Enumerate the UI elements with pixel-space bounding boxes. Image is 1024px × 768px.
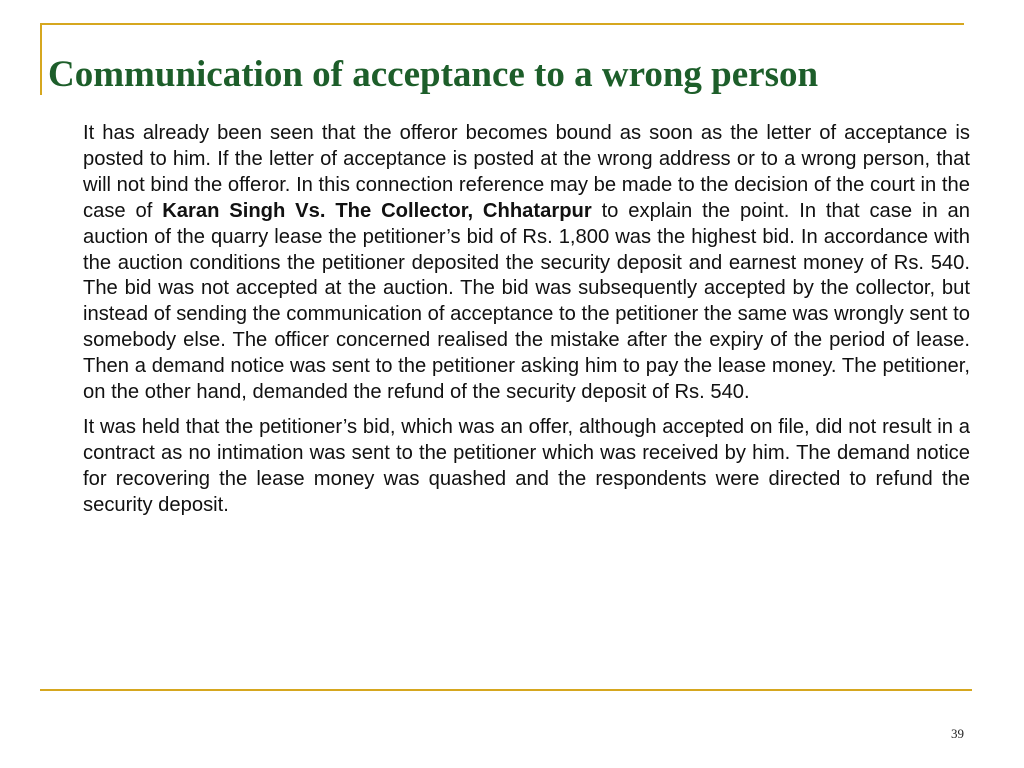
paragraph-1-text-after: to explain the point. In that case in an auction of the quarry lease the petitioner’s bid of Rs. 1,800 was the highest bid. In accordance with the auction conditions the petitioner deposited the security deposit and earnest money of Rs. 540. The bid was not accepted at the auction. The bid was subsequently accepted by the collector, but instead of sending the communication of acceptance to the petitioner the same was wrongly sent to somebody else. The officer concerned realised the mistake after the expiry of the period of lease. Then a demand notice was sent to the petitioner asking him to pay the lease money. The petitioner, on the other hand, demanded the refund of the security deposit of Rs. 540.	[83, 199, 970, 404]
paragraph-1-text-before: It has already been seen that the offeror becomes bound as soon as the letter of acceptance is posted to him. If the letter of acceptance is posted at the wrong address or to a wrong person, that will not bind the offeror. In this connection reference may be made to the decision of the court in the case of	[83, 122, 970, 222]
paragraph-1	[83, 121, 970, 406]
top-border-rule	[40, 23, 964, 25]
paragraph-2: It was held that the petitioner’s bid, which was an offer, although accepted on file, did not result in a contract as no intimation was sent to the petitioner which was received by him. The demand notice for recovering the lease money was quashed and the respondents were directed to refund the security deposit.	[83, 415, 970, 516]
bottom-border-rule	[40, 689, 972, 691]
slide-body	[83, 121, 970, 519]
case-name: Karan Singh Vs. The Collector, Chhatarpur	[162, 199, 592, 222]
slide-title: Communication of acceptance to a wrong person	[48, 54, 819, 95]
page-number: 39	[951, 726, 964, 741]
left-border-rule	[40, 23, 42, 95]
